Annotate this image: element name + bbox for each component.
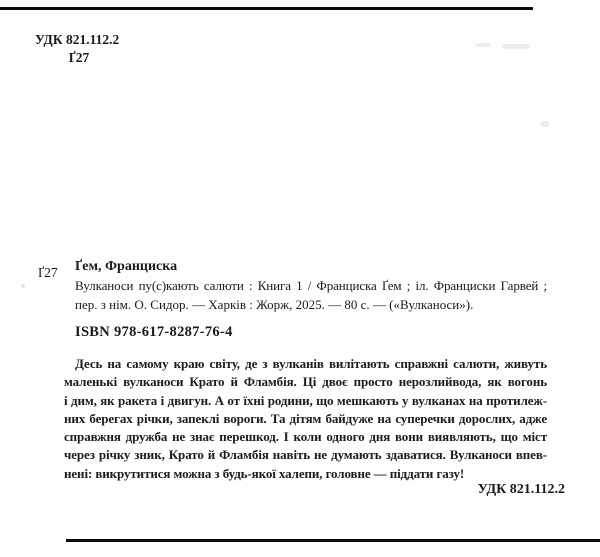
scan-smudge (476, 43, 490, 47)
scan-edge-line-top (0, 7, 533, 10)
udk-number-bottom: УДК 821.112.2 (477, 482, 565, 497)
scan-smudge (540, 121, 549, 127)
annotation-line: нені: викрутитися можна з будь-якої халепи, головне — піддати газу! (64, 465, 465, 481)
scan-smudge (21, 284, 25, 288)
bibliographic-description-line-1: Вулканоси пу(с)кають салюти : Книга 1 / Франциска Ґем ; іл. Франциски Гарвей ; (75, 278, 547, 293)
bibliographic-description-line-2: пер. з нім. О. Сидор. — Харків : Жорж, 2025. — 80 с. — («Вулканоси»). (75, 297, 474, 312)
annotation-line: Десь на самому краю світу, де з вулканів вилітають справжні салюти, живуть (75, 356, 547, 371)
isbn-number: ISBN 978-617-8287-76-4 (75, 324, 233, 340)
annotation-line: справжня дружба не знає перешкод. І коли одного дня вони виявляють, що міст (64, 429, 547, 445)
scan-edge-line-bottom (66, 539, 600, 542)
book-annotation (64, 355, 547, 483)
udk-classification-block (35, 31, 123, 67)
author-cutter-code-entry: Ґ27 (38, 265, 58, 280)
author-heading: Ґем, Франциска (75, 259, 178, 274)
annotation-line: і дим, як ракета і двигун. А от їхні родини, що мешкають у вулканах на протилеж- (64, 392, 547, 408)
author-cutter-code-top: Ґ27 (68, 50, 90, 65)
udk-number-top: УДК 821.112.2 (35, 32, 120, 47)
annotation-line: через річку зник, Крато й Фламбія навіть не думають здаватися. Вулканоси впев- (64, 447, 547, 463)
scan-smudge (502, 44, 530, 49)
annotation-line: маленькі вулканоси Крато й Фламбія. Ці двоє просто нерозлийвода, як вогонь (64, 374, 547, 390)
annotation-line: них берегах річки, запеклі вороги. Та дітям байдуже на суперечки дорослих, адже (64, 410, 547, 426)
